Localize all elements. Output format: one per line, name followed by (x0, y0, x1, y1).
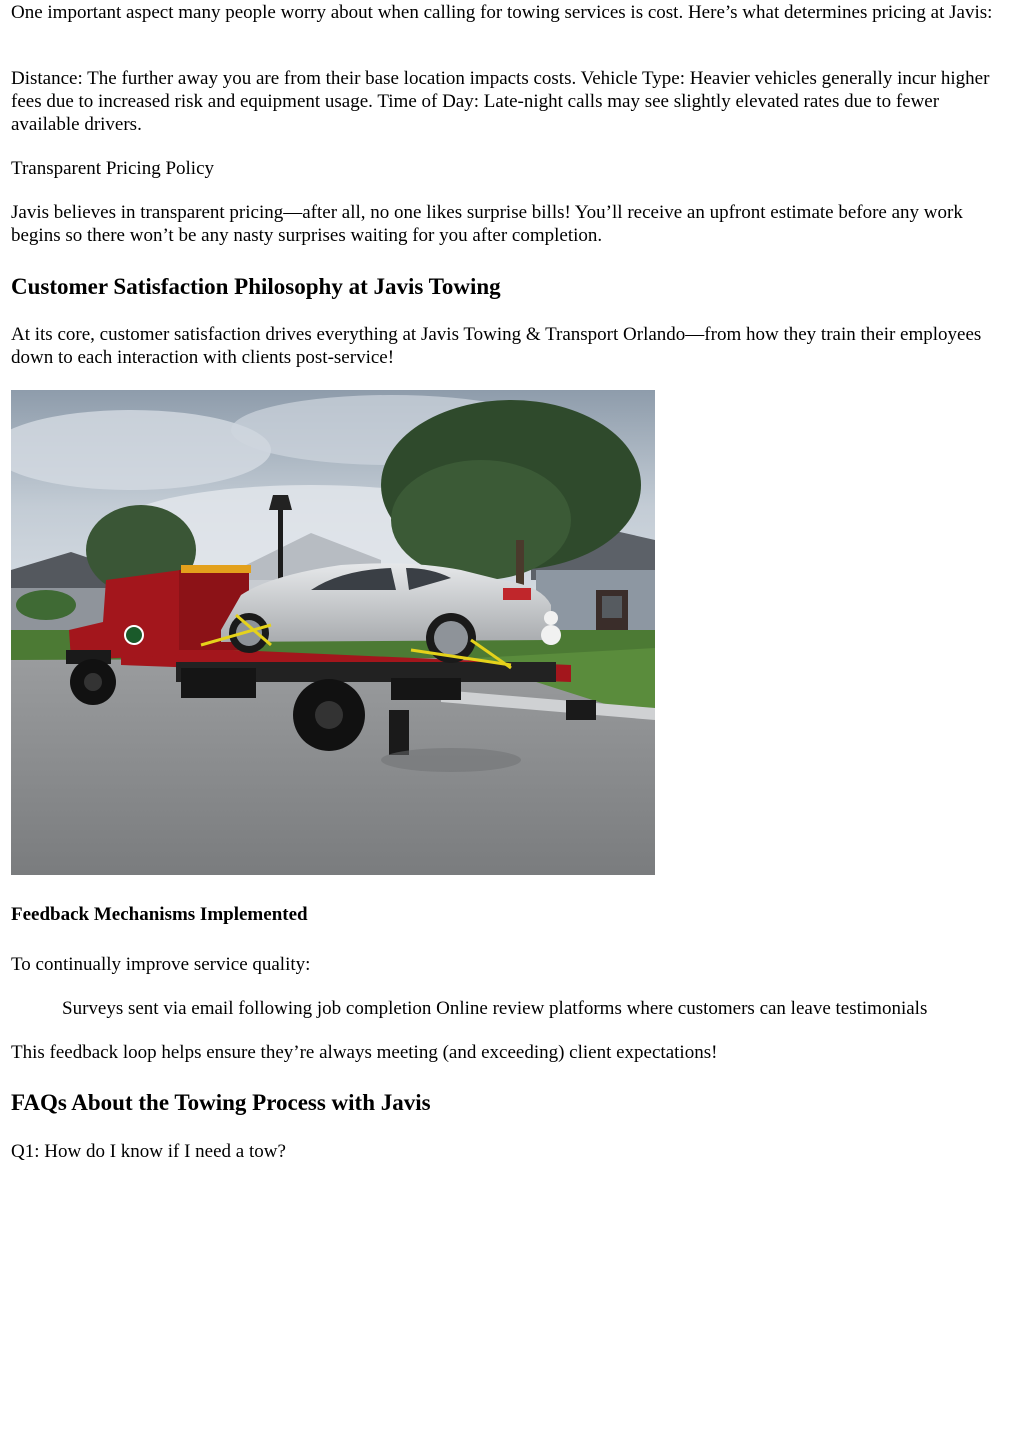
pricing-policy-subtitle: Transparent Pricing Policy (11, 158, 215, 179)
customer-satisfaction-paragraph: At its core, customer satisfaction drives everything at Javis Towing & Transport Orlando—from how they train their employees down to each interaction with clients post-service! (11, 324, 982, 368)
door-window (602, 596, 622, 618)
faqs-heading: FAQs About the Towing Process with Javis (11, 1090, 431, 1115)
door-logo (125, 626, 143, 644)
car-rear-rim (434, 621, 468, 655)
decoration (544, 611, 558, 625)
road-stain (381, 748, 521, 772)
decoration (541, 625, 561, 645)
car-taillight (503, 588, 531, 600)
feedback-loop-paragraph: This feedback loop helps ensure they’re always meeting (and exceeding) client expectations! (11, 1042, 718, 1063)
transparent-pricing-paragraph: Javis believes in transparent pricing—after all, no one likes surprise bills! You’ll receive an upfront estimate before any work begins so there won’t be any nasty surprises waiting for you after completion. (11, 202, 963, 246)
toolbox (181, 668, 256, 698)
customer-satisfaction-heading: Customer Satisfaction Philosophy at Javis Towing (11, 274, 501, 299)
mud-flap (389, 710, 409, 755)
rear-tail (566, 700, 596, 720)
palm (16, 590, 76, 620)
front-hub (84, 673, 102, 691)
faq-question-1: Q1: How do I know if I need a tow? (11, 1141, 286, 1162)
feedback-methods-list: Surveys sent via email following job completion Online review platforms where customers can leave testimonials (62, 998, 928, 1019)
tow-truck-photo (11, 390, 655, 875)
rear-hub (315, 701, 343, 729)
improve-quality-paragraph: To continually improve service quality: (11, 954, 311, 975)
toolbox-right (391, 678, 461, 700)
pricing-intro-paragraph: One important aspect many people worry about when calling for towing services is cost. Here’s what determines pricing at Javis: (11, 2, 993, 23)
tree (391, 460, 571, 580)
pricing-factors-paragraph: Distance: The further away you are from their base location impacts costs. Vehicle Type: Heavier vehicles generally incur higher fees due to increased risk and equipment usage. Time of Day: Late-night calls may see slightly elevated rates due to fewer available drivers. (11, 68, 990, 135)
lamp-head (269, 495, 292, 510)
feedback-mechanisms-heading: Feedback Mechanisms Implemented (11, 904, 308, 925)
light-bar (181, 565, 251, 573)
